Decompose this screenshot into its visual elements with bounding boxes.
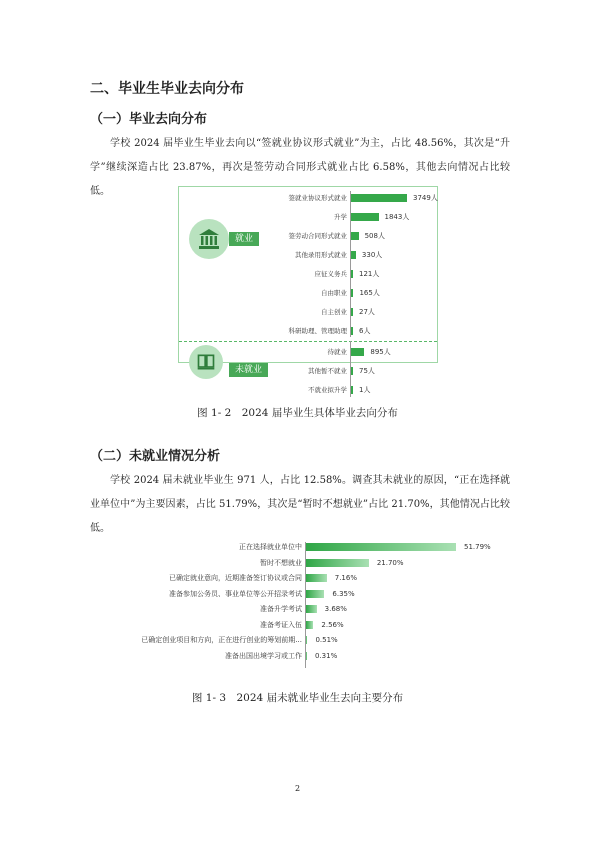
unemployed-tag: 未就业 [229, 363, 268, 377]
bar-value-label: 3749人 [413, 194, 438, 202]
bar-label: 其他录用形式就业 [295, 251, 347, 259]
bar-value-label: 121人 [359, 270, 380, 278]
reason-bar [306, 590, 324, 598]
figure-destination-breakdown [178, 186, 438, 394]
reason-label: 正在选择就业单位中 [239, 543, 302, 551]
reason-bar [306, 605, 317, 613]
bar-label: 待就业 [327, 348, 347, 356]
bar-value-label: 330人 [361, 251, 383, 259]
reason-bar [306, 543, 456, 551]
reason-value-label: 7.16% [334, 574, 357, 582]
bar-row [179, 208, 437, 226]
reason-row [130, 540, 520, 554]
bar-label: 其他暂不就业 [308, 367, 347, 375]
bar-label: 签就业协议形式就业 [288, 194, 347, 202]
group-divider [179, 341, 437, 342]
reason-value-label: 21.70% [376, 558, 404, 567]
reason-label: 已确定创业项目和方向，正在进行创业的筹划前期... [141, 636, 302, 644]
bar-label: 自主创业 [321, 308, 347, 316]
bar-label: 科研助理、管理助理 [288, 327, 347, 335]
bar-row [179, 343, 437, 361]
reason-row [130, 618, 520, 632]
reason-row [130, 602, 520, 616]
section-title: 二、毕业生毕业去向分布 [90, 81, 244, 97]
reason-value-label: 3.68% [324, 605, 347, 613]
reason-value-label: 2.56% [321, 620, 344, 629]
reason-label: 准备参加公务员、事业单位等公开招录考试 [169, 589, 302, 598]
bar-value-label: 1人 [359, 386, 371, 394]
bar [351, 194, 407, 202]
bar [351, 386, 353, 394]
figure12-caption: 图 1- 2 2024 届毕业生具体毕业去向分布 [197, 407, 398, 419]
reason-bar [306, 574, 327, 582]
bar-value-label: 75人 [359, 367, 375, 375]
bar-row [179, 284, 437, 302]
bar-value-label: 6人 [359, 327, 371, 335]
bar-row [179, 189, 437, 207]
bar-row [179, 362, 437, 380]
bar [351, 367, 353, 375]
bar [351, 308, 353, 316]
bar-value-label: 895人 [370, 348, 391, 356]
reason-bar [306, 621, 313, 629]
bar-row [179, 265, 437, 283]
bar-label: 应征义务兵 [314, 270, 347, 278]
bar-value-label: 1843人 [384, 213, 410, 221]
bar-row [179, 246, 437, 264]
bar-label: 自由职业 [321, 289, 347, 297]
bar [351, 232, 359, 240]
paragraph-unemployed: 学校 2024 届未就业毕业生 971 人，占比 12.58%。调查其未就业的原因，“正在选择就业单位中”为主要因素，占比 51.79%，其次是“暂时不想就业”占比 21.70%，其他情况占比较低。 [90, 475, 510, 534]
bar-label: 签劳动合同形式就业 [288, 232, 347, 240]
bar-value-label: 508人 [364, 232, 385, 240]
reason-bar [306, 636, 307, 644]
reason-bar [306, 559, 369, 567]
bar [351, 270, 353, 278]
bar [351, 251, 356, 259]
reason-value-label: 51.79% [464, 543, 491, 551]
reason-row [130, 571, 520, 585]
bar-row [179, 322, 437, 340]
reason-row [130, 649, 520, 663]
bar [351, 289, 353, 297]
page-number: 2 [294, 784, 301, 793]
reason-value-label: 0.51% [315, 636, 338, 644]
bar [351, 348, 364, 356]
bar [351, 213, 379, 221]
reason-label: 暂时不想就业 [260, 558, 302, 567]
reason-row [130, 556, 520, 570]
subsection-title-destination: （一）毕业去向分布 [90, 112, 208, 127]
bar-row [179, 381, 437, 399]
paragraph-destination: 学校 2024 届毕业生毕业去向以“签就业协议形式就业”为主，占比 48.56%，其次是“升学”继续深造占比 23.87%，再次是签劳动合同形式就业占比 6.58%，其他去向情况占比较低。 [90, 138, 510, 197]
bar-label: 不就业拟升学 [308, 386, 347, 394]
reason-label: 准备升学考试 [260, 605, 302, 613]
bar-value-label: 165人 [359, 289, 380, 297]
figure13-caption: 图 1- 3 2024 届未就业毕业生去向主要分布 [191, 692, 404, 704]
reason-row [130, 633, 520, 647]
employed-tag: 就业 [229, 232, 259, 246]
reason-value-label: 6.35% [332, 589, 355, 598]
subsection-title-unemployed: （二）未就业情况分析 [90, 449, 221, 464]
reason-label: 准备考证入伍 [260, 620, 302, 629]
reason-value-label: 0.31% [315, 651, 338, 660]
bar-label: 升学 [334, 213, 347, 221]
figure-unemployed-reasons [130, 536, 520, 676]
reason-row [130, 587, 520, 601]
bar [351, 327, 353, 335]
bar-value-label: 27人 [359, 308, 375, 316]
bar-row [179, 303, 437, 321]
reason-bar [306, 652, 307, 660]
bar-row [179, 227, 437, 245]
reason-label: 已确定就业意向，近期准备签订协议或合同 [169, 574, 302, 582]
reason-label: 准备出国出境学习或工作 [225, 651, 302, 660]
